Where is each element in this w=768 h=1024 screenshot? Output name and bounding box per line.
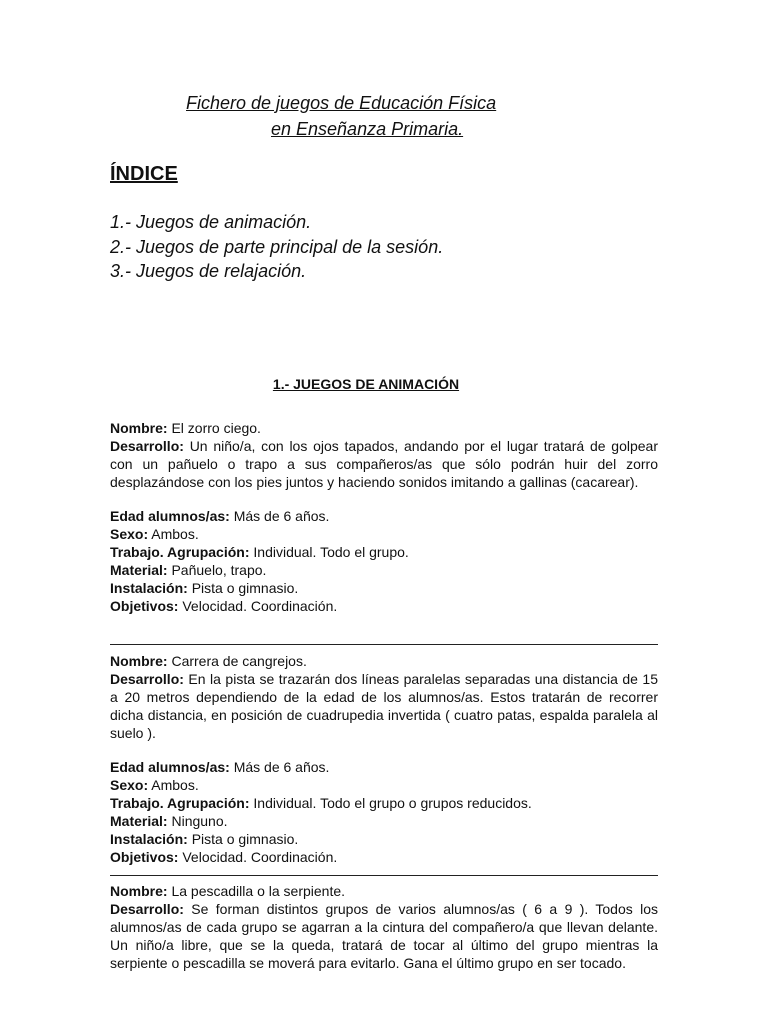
document-title-line-1: Fichero de juegos de Educación Física [186,93,497,113]
game-name: La pescadilla o la serpiente. [171,883,346,899]
game-description: En la pista se trazarán dos líneas paralelas separadas una distancia de 15 a 20 metros dependiendo de la edad de los alumnos/as. Estos tratarán de recorrer dicha distancia, en posición de cuadrupedia invertida ( cuatro patas, espalda paralela al suelo ). [110,671,658,741]
game-age: Más de 6 años. [233,759,330,775]
edad-label: Edad alumnos/as: [110,759,230,775]
game-material: Pañuelo, trapo. [171,562,267,578]
trabajo-label: Trabajo. Agrupación: [110,544,250,560]
sexo-label: Sexo: [110,777,149,793]
game-objectives: Velocidad. Coordinación. [182,849,338,865]
game-name: Carrera de cangrejos. [171,653,307,669]
sexo-label: Sexo: [110,526,149,542]
game-description: Se forman distintos grupos de varios alumnos/as ( 6 a 9 ). Todos los alumnos/as de cada grupo se agarran a la cintura del compañero/a que llevan delante. Un niño/a libre, que se la queda, tratará de tocar al último del grupo mientras la serpiente o pescadilla se moverá para evitarlo. Gana el último grupo en ser tocado. [110,901,659,971]
game-sex: Ambos. [151,777,199,793]
index-item: 1.- Juegos de animación. [110,212,312,232]
nombre-label: Nombre: [110,883,168,899]
instalacion-label: Instalación: [110,831,188,847]
section-heading: 1.- JUEGOS DE ANIMACIÓN [272,376,460,392]
document-title-line-2: en Enseñanza Primaria. [271,119,464,139]
game-entry [110,882,658,972]
divider [110,644,658,645]
game-entry [110,419,658,615]
desarrollo-label: Desarrollo: [110,438,184,454]
desarrollo-label: Desarrollo: [110,901,184,917]
game-name: El zorro ciego. [171,420,261,436]
game-objectives: Velocidad. Coordinación. [182,598,338,614]
objetivos-label: Objetivos: [110,598,179,614]
material-label: Material: [110,562,168,578]
trabajo-label: Trabajo. Agrupación: [110,795,250,811]
game-grouping: Individual. Todo el grupo o grupos reducidos. [253,795,532,811]
index-item: 2.- Juegos de parte principal de la sesión. [110,236,444,257]
game-facility: Pista o gimnasio. [191,580,299,596]
material-label: Material: [110,813,168,829]
index-heading: ÍNDICE [110,163,178,185]
instalacion-label: Instalación: [110,580,188,596]
game-sex: Ambos. [151,526,199,542]
game-entry [110,652,658,866]
edad-label: Edad alumnos/as: [110,508,230,524]
game-age: Más de 6 años. [233,508,330,524]
index-item: 3.- Juegos de relajación. [110,261,307,281]
objetivos-label: Objetivos: [110,849,179,865]
game-grouping: Individual. Todo el grupo. [253,544,409,560]
game-description: Un niño/a, con los ojos tapados, andando por el lugar tratará de golpear con un pañuelo o trapo a sus compañeros/as que sólo podrán huir del zorro desplazándose con los pies juntos y haciendo sonidos imitando a gallinas (cacarear). [110,438,658,490]
divider [110,875,658,876]
game-material: Ninguno. [171,813,228,829]
index-list [110,210,443,284]
game-facility: Pista o gimnasio. [191,831,299,847]
nombre-label: Nombre: [110,653,168,669]
nombre-label: Nombre: [110,420,168,436]
desarrollo-label: Desarrollo: [110,671,184,687]
